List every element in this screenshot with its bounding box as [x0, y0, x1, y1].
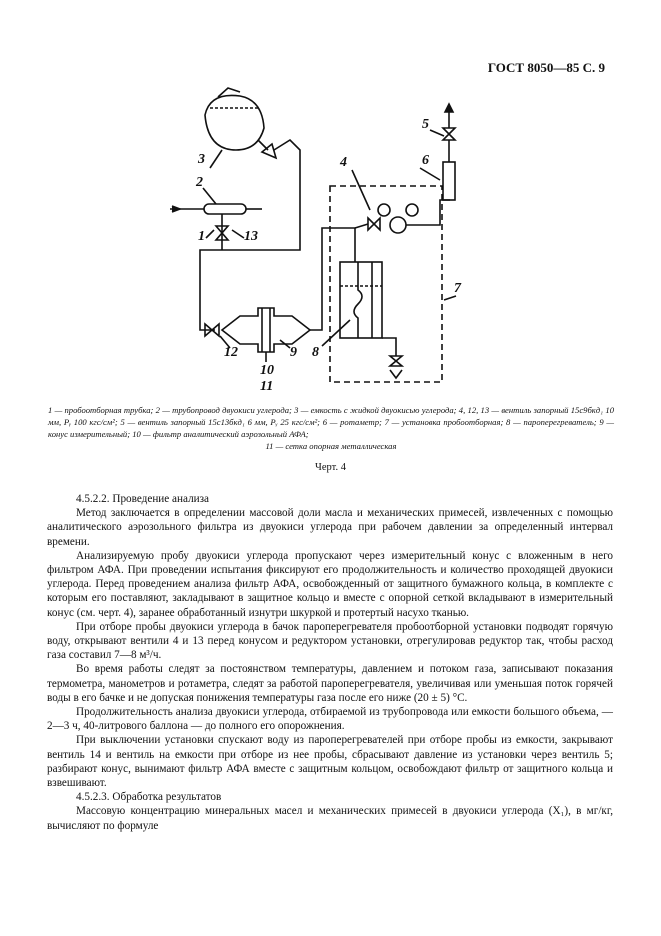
figure-caption: [48, 404, 614, 452]
valve-5: [443, 128, 455, 140]
co2-tank: [205, 95, 264, 150]
label-12: 12: [224, 345, 238, 360]
gauge: [390, 217, 406, 233]
label-4: 4: [340, 155, 347, 170]
paragraph: Во время работы следят за постоянством температуры, давлением и потоком газа, записывают показания термометра, манометров и ротаметра, следят за работой пароперегревателя, увеличивая или уменьшая поток горячей воды в его бачке и не допуская понижения температуры газа после его ниже (20 ± 5) °С.: [47, 663, 613, 704]
rotameter: [443, 162, 455, 200]
paragraph: При выключении установки спускают воду из пароперегревателей при отборе пробы из емкости, закрывают вентиль 14 и вентиль на емкости при отборе из нее пробы, сбрасывают давление из установки через вентиль 5; разбирают конус, вынимают фильтр АФА вместе с защитным кольцом, освобождают фильтр от защитного кольца и взвешивают.: [47, 734, 613, 790]
paragraph: Метод заключается в определении массовой доли масла и механических примесей, извлеченных с помощью аналитического аэрозольного фильтра из двуокиси углерода при рабочем давлении за определенный интервал времени.: [47, 507, 613, 548]
section-heading: 4.5.2.3. Обработка результатов: [76, 791, 222, 804]
caption-line: 1 — пробоотборная трубка; 2 — трубопровод двуокиси углерода; 3 — емкость с жидкой двуокисью углерода; 4, 12, 13 — вентиль запорный 15с9бкд₁ 10 мм, Рᵧ 100 кгс/см²; 5 — вентиль запорный 15с13бкд₁ 6 мм, Рᵧ 25 кгс/см²; 6 — ротаметр; 7 — установка пробоотборная; 8 — пароперегреватель; 9 — конус измерительный; 10 — фильтр аналитический аэрозольный АФА;: [48, 405, 614, 439]
label-1: 1: [198, 229, 205, 244]
valve-4: [368, 218, 380, 230]
paragraph: Анализируемую пробу двуокиси углерода пропускают через измерительный конус с вложенным в него фильтром АФА. При проведении испытания фиксируют его продолжительность и количество проходящей двуокиси углерода. Перед проведением анализа фильтр АФА, освобожденный от защитного бумажного кольца, в комплекте с которым его поставляют, закладывают в защитное кольцо и вместе с опорной сеткой вкладывают в измерительный конус (см. черт. 4), заранее обработанный изнутри шкуркой и протертый насухо тканью.: [47, 549, 613, 619]
apparatus-diagram: [0, 0, 661, 400]
paragraph: При отборе пробы двуокиси углерода в бачок пароперегревателя пробоотборной установки подводят горячую воду, открывают вентили 4 и 13 перед конусом и редуктором установки, отрегулировав редуктор так, чтобы расход газа составил 7—8 м³/ч.: [47, 620, 613, 662]
body-text: [47, 492, 613, 833]
caption-tail: 11 — сетка опорная металлическая: [265, 441, 397, 451]
label-13: 13: [244, 229, 258, 244]
co2-pipe: [204, 204, 246, 214]
label-8: 8: [312, 345, 319, 360]
label-5: 5: [422, 117, 429, 132]
page-header: ГОСТ 8050—85 С. 9: [487, 60, 605, 75]
label-7: 7: [454, 281, 461, 296]
figure-number: Черт. 4: [315, 462, 346, 473]
label-6: 6: [422, 153, 429, 168]
label-9: 9: [290, 345, 297, 360]
paragraph: Продолжительность анализа двуокиси углерода, отбираемой из трубопровода или емкости большого объема, — 2—3 ч, 40-литрового баллона — до полного его опорожнения.: [47, 706, 613, 733]
label-11: 11: [260, 379, 274, 394]
section-heading: 4.5.2.2. Проведение анализа: [76, 493, 210, 505]
label-2: 2: [196, 175, 203, 190]
label-3: 3: [198, 152, 205, 167]
paragraph: Массовую концентрацию минеральных масел и механических примесей в двуокиси углерода (X₁), в мг/кг, вычисляют по формуле: [47, 805, 613, 832]
label-10: 10: [260, 363, 274, 378]
